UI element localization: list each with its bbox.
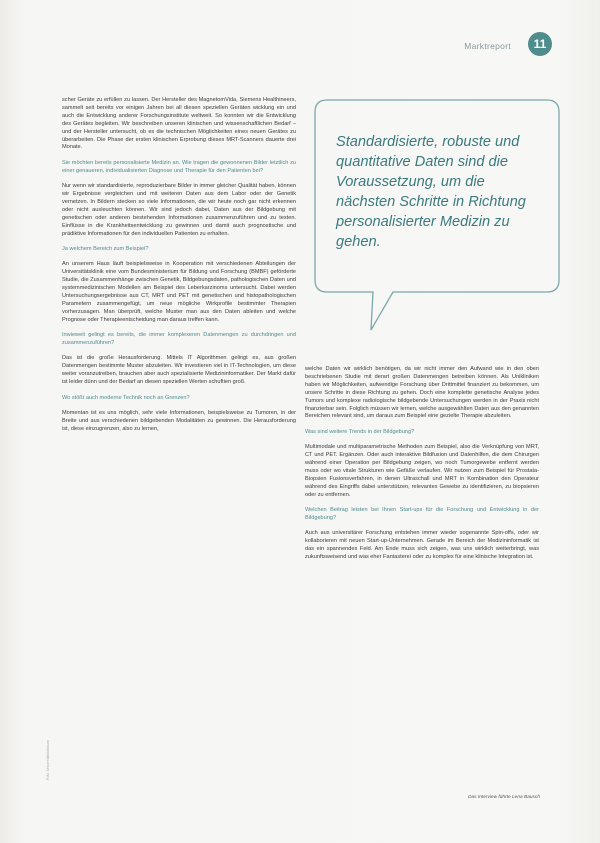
page-number-badge: 11 — [528, 32, 552, 56]
interview-question: Sie möchten bereits personalisierte Medizin an. Wie tragen die gewonnenen Bilder letztlich zu einer genaueren, individualisierten Diagnose und Therapie für den Patienten bei? — [62, 159, 296, 174]
left-text-column — [62, 97, 296, 827]
left-paragraph-3: An unserem Haus läuft beispielsweise in Kooperation mit verschiedenen Abteilungen der Universitätsklinik eine vom Bundesministerium für Bildung und Forschung (BMBF) geförderte Studie, die Zusammenhänge zwischen Genetik, Bildgebungsdaten, pathologischen Daten und systemmedizinischen Modellen am Beispiel des Leberkarzinoms untersucht. Dabei werden Untersuchungsergebnisse aus CT, MRT und PET mit genetischen und histopathologischen Parametern zusammengefügt, um neue mögliche Wirkprofile bestimmter Therapien vorherzusagen. Man überprüft, welche Muster man aus den Daten ableiten und welche Prognose oder Therapieentscheidung man daraus treffen kann. — [62, 261, 296, 323]
section-title: Marktreport — [464, 41, 511, 51]
interview-question: Wo stößt auch moderne Technik noch an Grenzen? — [62, 394, 190, 401]
interview-question: Ja welchem Bereich zum Beispiel? — [62, 246, 149, 252]
pull-quote: Standardisierte, robuste und quantitative Daten sind die Voraussetzung, um die nächsten Schritte in Richtung personalisierter Medizin zu gehen. — [336, 134, 526, 250]
interview-credit: Das Interview führte Lena Bausch — [468, 795, 540, 800]
left-paragraph-5: Momentan ist es uns möglich, sehr viele Informationen, beispielsweise zu Tumoren, in der Breite und aus verschiedenen bildgebenden Modalitäten zu gewinnen. Die Herausforderung ist, diese einzugrenzen, also zu lernen, — [62, 410, 296, 432]
right-paragraph-2: Multimodale und multiparametrische Methoden zum Beispiel, also die Verknüpfung von MRT, CT und PET. Ergänzen. Oder auch interaktive Bildfusion und Datenhilfen, die dem Chirurgen während einer Operation per Bildgebung zeigen, wo noch Tumorgewebe entfernt werden muss oder wo vitale Strukturen wie Gefäße verlaufen. Wir nutzen zum Beispiel für Prostata-Biopsien Fusionsverfahren, in denen Ultraschall und MRT in Kombination den Operateur während des Eingriffs dabei unterstützen, relevantes Gewebe zu identifizieren, zu biopsieren oder zu entfernen. — [305, 444, 539, 498]
right-text-column — [305, 366, 539, 786]
interview-question: Inwieweit gelingt es bereits, die immer komplexeren Datenmengen zu durchdringen und zusammenzuführen? — [62, 332, 296, 347]
left-paragraph-2: Nur wenn wir standardisierte, reproduzierbare Bilder in immer gleicher Qualität haben, können wir Ergebnisse vergleichen und mit weiteren Daten aus dem Labor oder der Genetik vernetzen. In Bildern stecken so viele Informationen, die wir heute noch gar nicht erkennen oder nicht ausleuchten können. Wir sind jedoch dabei, Daten aus der Bildgebung mit genetischen oder anderen bestehenden Informationen zusammenzuführen und zu testen. Einflüsse in die Krankheitsentwicklung zu gewinnen und damit auch prognostische und prädiktive Informationen für den individuellen Patienten zu erhalten. — [62, 183, 296, 237]
left-paragraph-4: Das ist die große Herausforderung. Mittels IT Algorithmen gelingt es, aus großen Datenmengen bestimmte Muster abzuleiten. Wir investieren viel in IT-Technologien, um diese weiter voranzutreiben, brauchen aber auch spezialisierte Medizininformatiker. Der Markt dafür ist leider dünn und der Bedarf an diesen speziellen Werten schuftien groß. — [62, 355, 296, 386]
right-paragraph-1: welche Daten wir wirklich benötigen, da wir nicht immer den Aufwand wie in den oben beschriebenen Studie mit derart großen Datenmengen betreiben können. Als Unikliniken haben wir Möglichkeiten, aufwendige Forschung über Drittmittel finanziert zu bekommen, um unsere Schritte in diese Richtung zu gehen. Doch eine komplette genetische Analyse jedes Tumors und komplexe radiologische bildgebende Untersuchungen werden in der Praxis nicht finanzierbar sein. Folglich müssen wir lernen, welche ausgewählten Daten aus den genannten Bereichen relevant sind, um daraus zum Beispiel eine gezielte Therapie abzuleiten. — [305, 366, 539, 420]
side-photo-credit: Foto: Universitätsklinikum — [46, 740, 50, 780]
left-paragraph-1: scher Geräte zu erfüllen zu lassen. Der Hersteller des MagnetomVida, Siemens Healthineers, sammelt seit bereits vor einigen Jahren bei all diesen speziellen Geräten wicklung ein und auch die Entwicklung anderer Forschungsinstitute weltweit. So konnten wir die Entwicklung des Gerätes begleiten. Wir beschreiben unseren klinischen und wissenschaftlichen Bedarf – und der Hersteller untersucht, ob es die technischen Möglichkeiten eines neuen Gerätes zu überarbeiten. Die Phase der ersten klinischen Erprobung dieses MRT-Scanners dauerte drei Monate. — [62, 97, 296, 151]
interview-question: Welchen Beitrag leisten bei Ihnen Start-ups für die Forschung und Entwicklung in der Bildgebung? — [305, 507, 539, 521]
interview-question: Was sind weitere Trends in der Bildgebung? — [305, 428, 415, 435]
right-paragraph-3: Auch aus universitärer Forschung entstehen immer wieder sogenannte Spin-offs, oder wir kollaborieren mit neuen Start-up-Unternehmen. Gerade im Bereich der Medizininformatik ist das ein spannendes Feld. Am Ende muss sich zeigen, was uns wirklich weiterbringt, was zukunftsweisend und was eher Fantasterei oder zu komplex für eine klinische Integration ist. — [305, 530, 539, 561]
